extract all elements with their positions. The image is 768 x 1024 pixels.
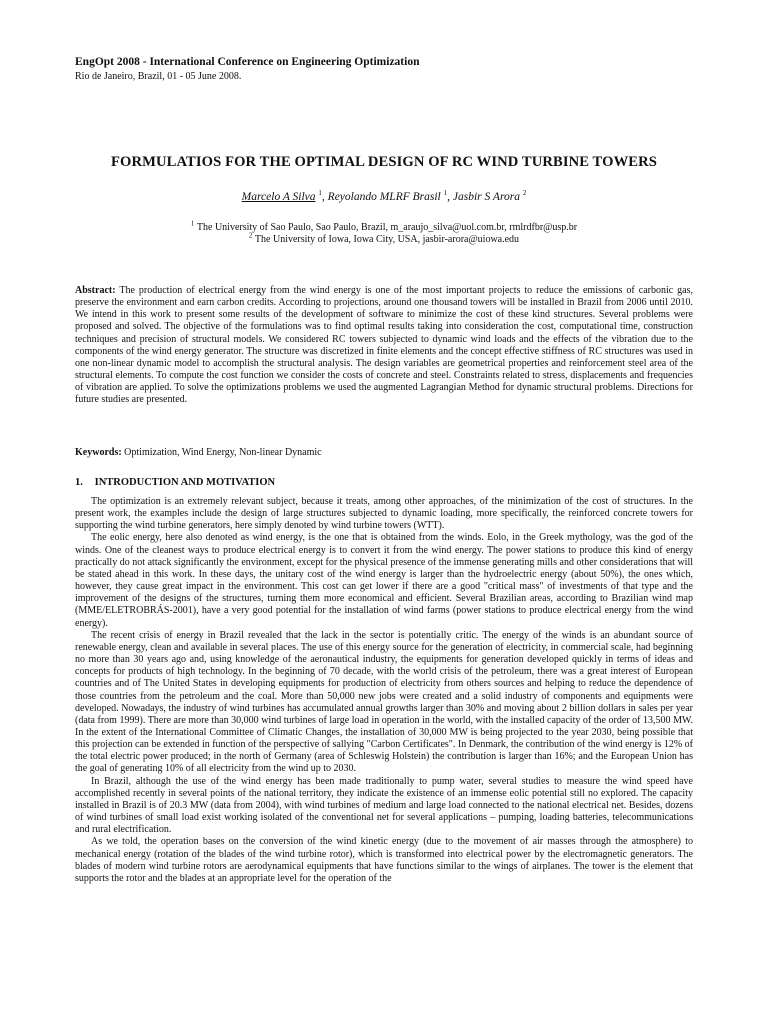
affiliation-text: The University of Iowa, Iowa City, USA, jasbir-arora@uiowa.edu bbox=[254, 234, 520, 245]
author-list: Marcelo A Silva $^1$, Reyolando MLRF Brasil $^1$, Jasbir S Arora $^2$ bbox=[241, 189, 527, 203]
conference-title: EngOpt 2008 - International Conference on Engineering Optimization bbox=[75, 56, 420, 68]
affiliation-text: The University of Sao Paulo, Sao Paulo, Brazil, m_araujo_silva@uol.com.br, rmlrdfbr@usp.br bbox=[196, 222, 578, 233]
paragraph: As we told, the operation bases on the conversion of the wind kinetic energy (due to the movement of air masses through the atmosphere) to mechanical energy (rotation of the blades of the wind turbine rotor), which is transformed into electrical power by the electromagnetic generators. The blades of modern wind turbine rotors are aerodynamical equipments that have functions similar to the wings of airplanes. The tower is the element that supports the rotor and the blades at an appropriate level for the operation of the bbox=[75, 836, 693, 884]
keywords-text: Optimization, Wind Energy, Non-linear Dynamic bbox=[124, 447, 322, 458]
author-name: Marcelo A Silva bbox=[241, 191, 316, 203]
author-name: Jasbir S Arora bbox=[452, 191, 520, 203]
section-heading bbox=[75, 477, 275, 488]
paper-title: FORMULATIOS FOR THE OPTIMAL DESIGN OF RC WIND TURBINE TOWERS bbox=[111, 154, 657, 170]
paragraph: In Brazil, although the use of the wind energy has been made traditionally to pump water, several studies to measure the wind speed have accomplished recently in several points of the national territory, they indicate the existence of an immense eolic potential still no explored. The capacity installed in Brazil is of 20.3 MW (data from 2004), with wind turbines of medium and large load connected to the national electrical net. Besides, dozens of wind turbines of small load exist working isolated of the conventional net for several applications – pumping, loading batteries, telecommunications and rural electrification. bbox=[75, 775, 693, 836]
section-body bbox=[75, 496, 693, 885]
keywords bbox=[75, 447, 693, 459]
affiliation-2 bbox=[75, 231, 693, 245]
abstract-label: Abstract: bbox=[75, 285, 116, 296]
paragraph: The recent crisis of energy in Brazil revealed that the lack in the sector is potentially critic. The energy of the winds is an abundant source of renewable energy, clean and available in several places. The use of this energy source for the generation of electricity, in commercial scale, had beginning no more than 30 years ago and, using knowledge of the aeronautical industry, the equipments for generation developed quickly in terms of ideas and concepts for products of high technology. In the beginning of 70 decade, with the world crisis of the petroleum, there was a great interest of European countries and of The United States in developing equipments for production of electricity from others sources and helping to reduce the dependence of those countries from the petroleum and the coal. More than 50,000 new jobs were created and a solid industry of components and equipments were developed. Nowadays, the industry of wind turbines has accumulated annual growths larger than 30% and moving about 2 billion dollars in sales per year (data from 1999). There are more than 30,000 wind turbines of large load in operation in the world, with the installed capacity of the order of 13,500 MW. In the extent of the International Committee of Climatic Changes, the installation of 30,000 MW is being projected to the year 2030, being possible that this projection can be extended in function of the perspective of sallying "Carbon Certificates". In Denmark, the contribution of the wind energy is 12% of the total electric power produced; in the north of Germany (area of Schleswig Holstein) the contribution is larger than 16%; and the European Union has the goal of generating 10% of all electricity from the wind up to 2030. bbox=[75, 629, 693, 775]
paragraph: The eolic energy, here also denoted as wind energy, is the one that is obtained from the winds. Eolo, in the Greek mythology, was the god of the winds. One of the cleanest ways to produce electrical energy is to convert it from the wind energy. The power stations to produce this kind of energy practically do not attack significantly the environment, except for the physical presence of the immense generating mills and other considerations that will be stated ahead in this work. In these days, the unitary cost of the wind energy is larger than the hydroelectric energy (about 50%), the ones which, however, they cause great impact in the environment. This cost can get lower if there are a good "critical mass" of investments of that type and the improvement of the designs of the structures, turning them more economical and efficient. Several Brazilian areas, according to Brazilian wind map (MME/ELETROBRÁS-2001), have a very good potential for the installation of wind farms (power stations to produce electrical energy from the wind energy). bbox=[75, 532, 693, 629]
author-affiliation-mark: 2 bbox=[522, 189, 527, 198]
author-affiliation-mark: 1 bbox=[443, 189, 448, 198]
paragraph: The optimization is an extremely relevant subject, because it treats, among other approaches, of the minimization of the cost of structures. In the present work, the examples include the design of large structures subjected to dynamic loading, more specifically, the reinforced concrete towers for supporting the wind turbine generators, here simply denoted by wind turbine towers (WTT). bbox=[75, 496, 693, 532]
conference-location: Rio de Janeiro, Brazil, 01 - 05 June 2008. bbox=[75, 71, 242, 82]
abstract bbox=[75, 285, 693, 407]
affiliation-mark: 2 bbox=[248, 231, 253, 240]
author-name: Reyolando MLRF Brasil bbox=[327, 191, 441, 203]
section-number: 1. bbox=[75, 477, 83, 488]
keywords-label: Keywords: bbox=[75, 447, 122, 458]
affiliation-1 bbox=[75, 219, 693, 233]
affiliation-mark: 1 bbox=[190, 219, 195, 228]
section-title: INTRODUCTION AND MOTIVATION bbox=[94, 477, 276, 488]
abstract-text: The production of electrical energy from the wind energy is one of the most important projects to reduce the emissions of carbonic gas, preserve the environment and earn carbon credits. According to projections, around one thousand towers will be installed in Brazil from 2006 until 2010. We intend in this work to present some results of the development of software to minimize the cost of these kind structures. Several problems were proposed and solved. The objective of the formulations was to find optimal results taking into consideration the cost, computational time, construction techniques and precision of structural models. We considered RC towers subjected to dynamic wind loads and the effects of the vibration due to the components of the wind energy generator. The structure was discretized in finite elements and the concept effective stiffness of RC structures was used in one non-linear dynamic model to accomplish the structural analysis. The design variables are geometrical properties and reinforcement steel area of the structural elements. To compute the cost function we consider the costs of concrete and steel. Constraints related to stress, displacements and frequencies of vibration are applied. To solve the optimizations problems we used the augmented Lagrangian Method for dynamic structural problems. Directions for future studies are presented. bbox=[75, 285, 693, 406]
author-affiliation-mark: 1 bbox=[318, 189, 322, 198]
